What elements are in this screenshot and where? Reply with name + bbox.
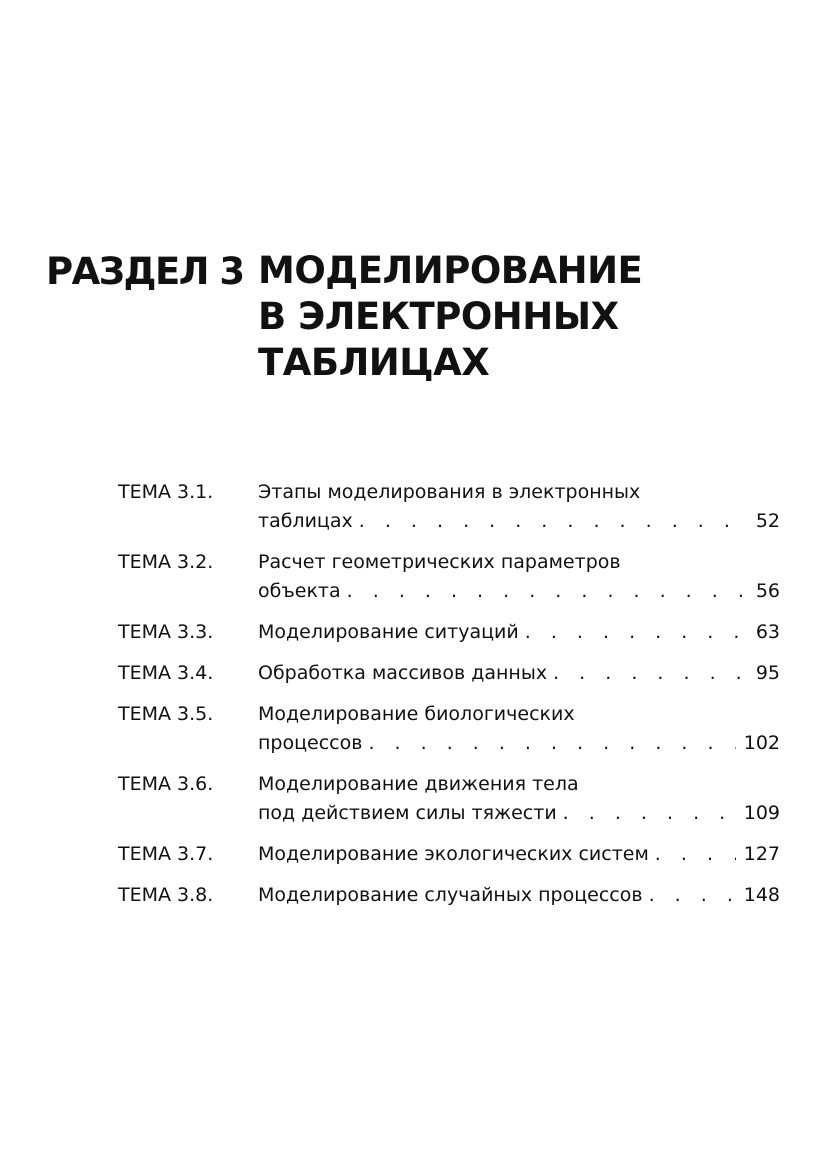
toc-entry-number: ТЕМА 3.6. (118, 773, 214, 795)
toc-entry-last-line (258, 729, 780, 758)
toc-entry-last-line (258, 881, 780, 910)
toc-entry[interactable] (118, 881, 780, 910)
dot-leader (643, 881, 736, 910)
toc-entry-page: 109 (743, 802, 780, 824)
toc-entry-title-line: Этапы моделирования в электронных (258, 481, 641, 503)
toc-entry-page: 63 (755, 621, 780, 643)
toc-entry-last-line (258, 507, 780, 536)
toc-entry-number: ТЕМА 3.5. (118, 703, 214, 725)
dot-leader (649, 840, 736, 869)
toc-entry-last-line (258, 618, 780, 647)
dot-leader (353, 507, 748, 536)
toc-entry-title: Обработка массивов данных (258, 662, 548, 684)
dot-leader (341, 577, 748, 606)
toc-entry-page: 95 (755, 662, 780, 684)
section-title (258, 248, 642, 386)
toc-entry-title-end: объекта (258, 580, 341, 602)
toc-entry-title-line: Моделирование биологических (258, 703, 575, 725)
toc-entry-title: Моделирование экологических систем (258, 843, 649, 865)
toc-entry-text (258, 840, 780, 869)
toc-entry[interactable] (118, 548, 780, 606)
toc-entry-number: ТЕМА 3.4. (118, 662, 214, 684)
toc-entry-title: Моделирование ситуаций (258, 621, 519, 643)
toc-entry-number: ТЕМА 3.2. (118, 551, 214, 573)
section-title-line: МОДЕЛИРОВАНИЕ (258, 249, 643, 292)
toc-entry-page: 56 (755, 580, 780, 602)
toc-entry-title: Моделирование случайных процессов (258, 884, 643, 906)
toc-entry[interactable] (118, 840, 780, 869)
toc-entry-number: ТЕМА 3.3. (118, 621, 214, 643)
toc-entry-text (258, 770, 780, 828)
toc-entry-text (258, 659, 780, 688)
section-title-line: В ЭЛЕКТРОННЫХ (258, 295, 619, 338)
toc-entry-page: 52 (755, 510, 780, 532)
toc-entry-number: ТЕМА 3.7. (118, 843, 214, 865)
toc-entry-page: 102 (743, 732, 780, 754)
section-label: РАЗДЕЛ 3 (46, 250, 244, 293)
toc-entry-text (258, 881, 780, 910)
toc-entry-title-end: таблицах (258, 510, 353, 532)
toc-entry-text (258, 700, 780, 758)
toc-entry-text (258, 548, 780, 606)
table-of-contents (118, 478, 780, 922)
toc-entry-number: ТЕМА 3.8. (118, 884, 214, 906)
dot-leader (557, 799, 736, 828)
toc-entry[interactable] (118, 659, 780, 688)
toc-entry[interactable] (118, 700, 780, 758)
dot-leader (547, 659, 748, 688)
toc-entry-title-end: процессов (258, 732, 363, 754)
toc-entry-title-line: Расчет геометрических параметров (258, 551, 621, 573)
toc-entry-title-line: Моделирование движения тела (258, 773, 579, 795)
toc-entry[interactable] (118, 478, 780, 536)
toc-entry-last-line (258, 577, 780, 606)
toc-entry-last-line (258, 659, 780, 688)
toc-entry-title-end: под действием силы тяжести (258, 802, 557, 824)
toc-entry-text (258, 618, 780, 647)
toc-entry[interactable] (118, 770, 780, 828)
toc-entry[interactable] (118, 618, 780, 647)
section-title-line: ТАБЛИЦАХ (258, 341, 490, 384)
toc-entry-number: ТЕМА 3.1. (118, 481, 214, 503)
toc-entry-last-line (258, 799, 780, 828)
toc-entry-text (258, 478, 780, 536)
toc-entry-page: 148 (743, 884, 780, 906)
dot-leader (362, 729, 735, 758)
toc-entry-page: 127 (743, 843, 780, 865)
toc-entry-last-line (258, 840, 780, 869)
dot-leader (519, 618, 748, 647)
